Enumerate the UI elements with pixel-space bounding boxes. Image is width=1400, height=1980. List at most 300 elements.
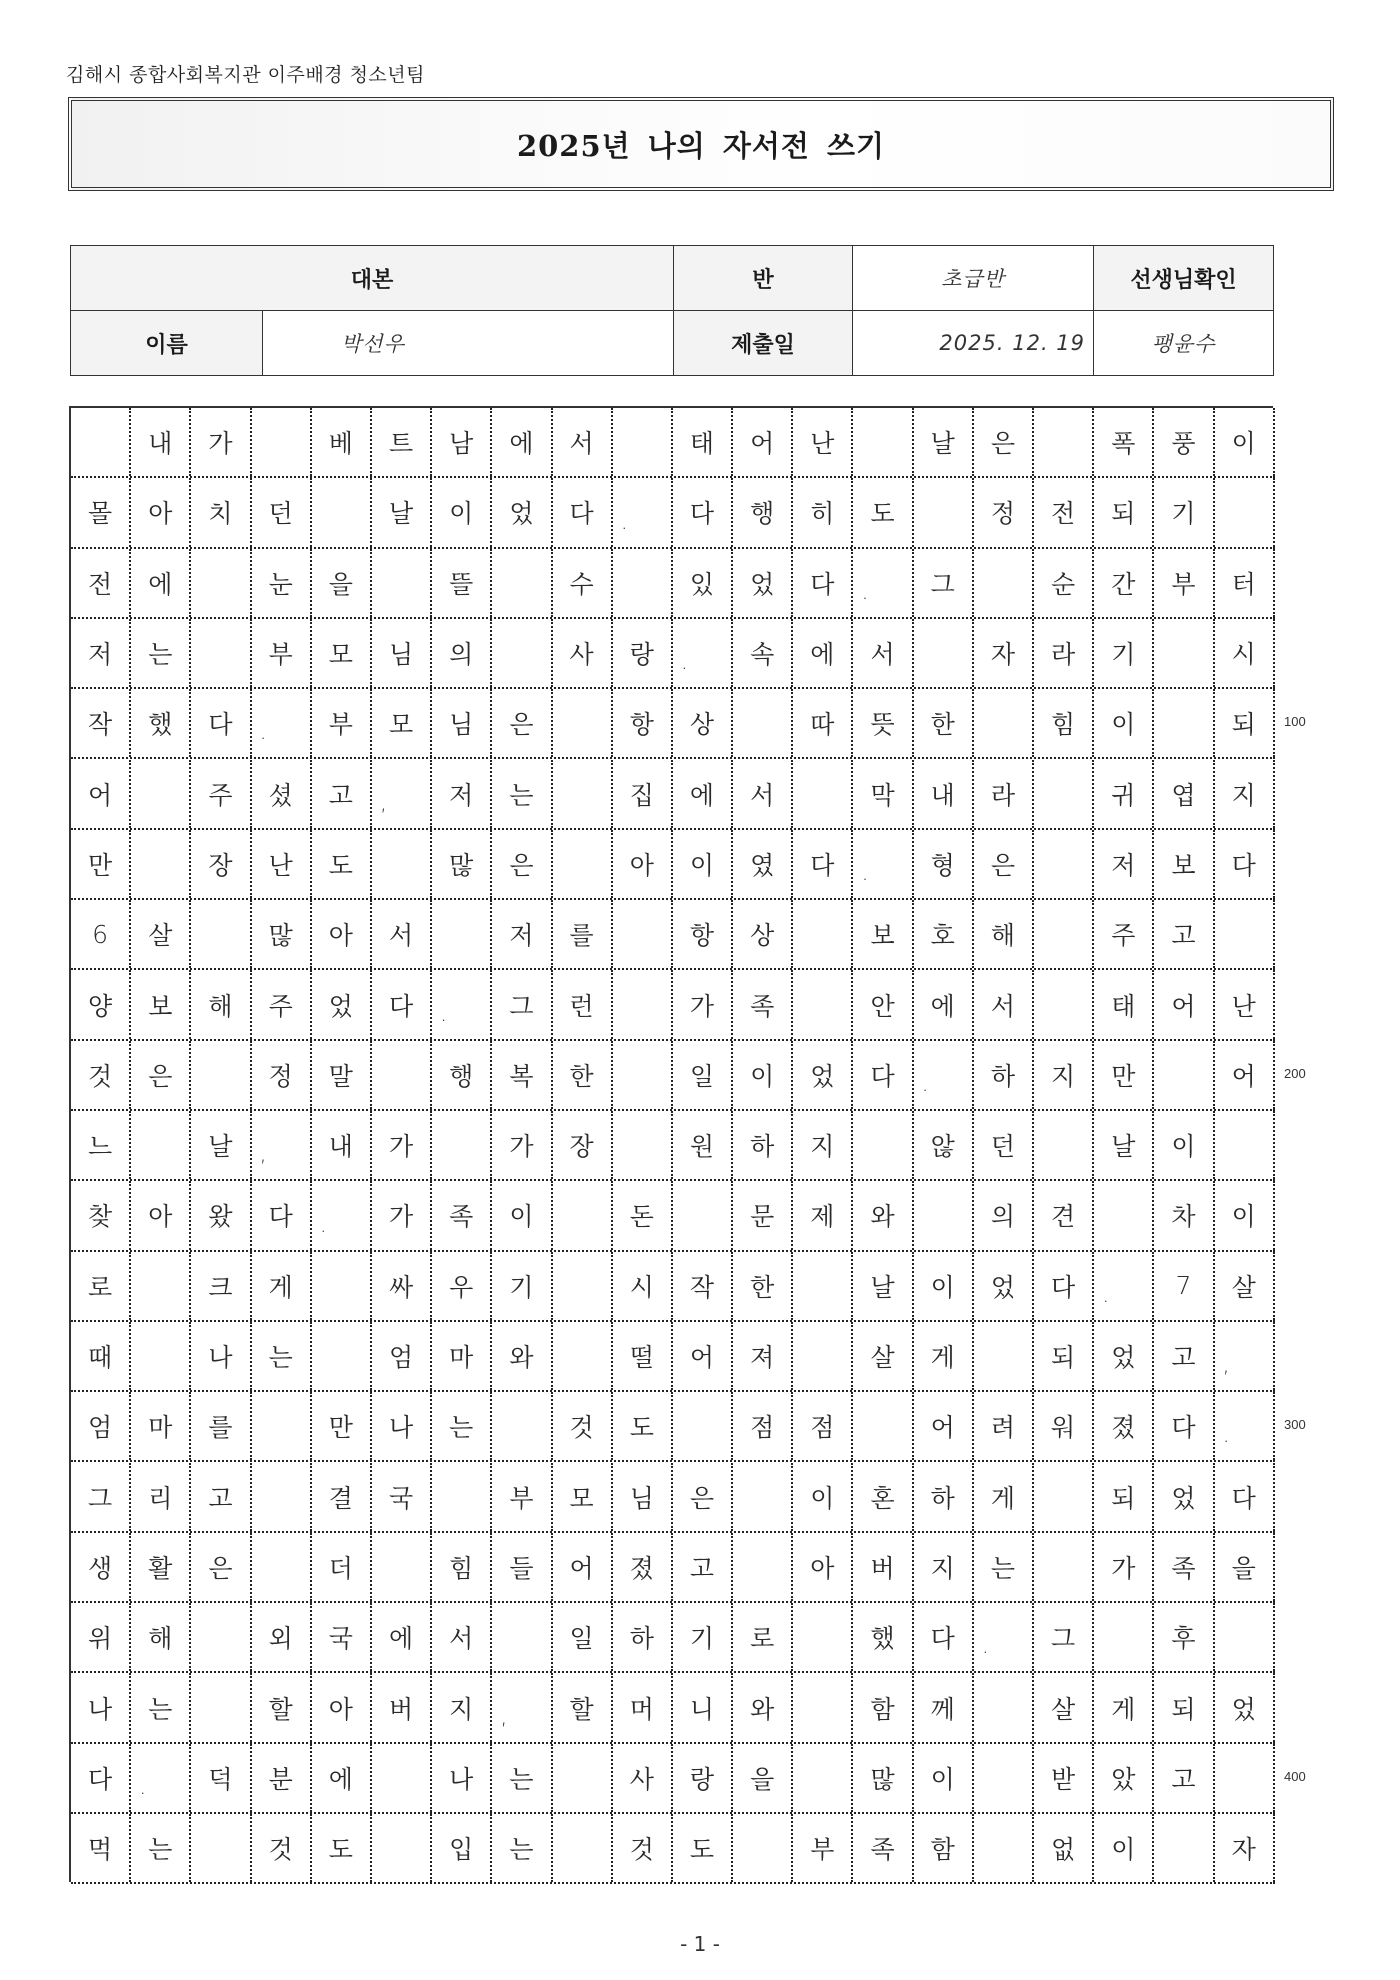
manuscript-cell[interactable]: 한 bbox=[914, 689, 974, 757]
manuscript-cell[interactable]: 행 bbox=[432, 1041, 492, 1109]
manuscript-cell[interactable]: 니 bbox=[673, 1673, 733, 1741]
manuscript-cell[interactable]: 에 bbox=[131, 549, 191, 617]
manuscript-cell[interactable]: 항 bbox=[613, 689, 673, 757]
manuscript-cell[interactable]: 귀 bbox=[1094, 760, 1154, 828]
manuscript-cell[interactable]: 에 bbox=[372, 1603, 432, 1671]
manuscript-cell[interactable]: 었 bbox=[974, 1252, 1034, 1320]
manuscript-cell[interactable]: 제 bbox=[793, 1181, 853, 1249]
manuscript-cell[interactable]: 주 bbox=[1094, 900, 1154, 968]
manuscript-cell[interactable]: 다 bbox=[252, 1181, 312, 1249]
manuscript-cell[interactable] bbox=[793, 1744, 853, 1812]
manuscript-cell[interactable]: 다 bbox=[553, 478, 613, 546]
manuscript-cell[interactable]: 셨 bbox=[252, 760, 312, 828]
manuscript-cell[interactable] bbox=[191, 1673, 251, 1741]
manuscript-cell[interactable]: 만 bbox=[71, 830, 131, 898]
manuscript-cell[interactable]: 고 bbox=[1154, 1322, 1214, 1390]
manuscript-cell[interactable]: 시 bbox=[613, 1252, 673, 1320]
manuscript-cell[interactable]: 자 bbox=[1215, 1814, 1275, 1882]
manuscript-cell[interactable]: 로 bbox=[71, 1252, 131, 1320]
manuscript-cell[interactable]: 님 bbox=[372, 619, 432, 687]
manuscript-cell[interactable]: 눈 bbox=[252, 549, 312, 617]
manuscript-cell[interactable] bbox=[312, 1252, 372, 1320]
manuscript-cell[interactable] bbox=[1034, 1533, 1094, 1601]
manuscript-cell[interactable] bbox=[793, 1252, 853, 1320]
manuscript-cell[interactable]: 었 bbox=[492, 478, 552, 546]
manuscript-cell[interactable]: 서 bbox=[372, 900, 432, 968]
manuscript-cell[interactable] bbox=[793, 970, 853, 1038]
manuscript-cell[interactable]: 것 bbox=[613, 1814, 673, 1882]
manuscript-cell[interactable]: 아 bbox=[312, 1673, 372, 1741]
manuscript-cell[interactable]: 되 bbox=[1215, 689, 1275, 757]
manuscript-cell[interactable]: 후 bbox=[1154, 1603, 1214, 1671]
manuscript-cell[interactable]: 버 bbox=[853, 1533, 913, 1601]
manuscript-cell[interactable]: 어 bbox=[553, 1533, 613, 1601]
manuscript-cell[interactable] bbox=[733, 689, 793, 757]
manuscript-cell[interactable]: 덕 bbox=[191, 1744, 251, 1812]
manuscript-cell[interactable]: 것 bbox=[71, 1041, 131, 1109]
manuscript-cell[interactable]: 왔 bbox=[191, 1181, 251, 1249]
manuscript-cell[interactable]: 폭 bbox=[1094, 408, 1154, 476]
manuscript-cell[interactable]: 주 bbox=[252, 970, 312, 1038]
manuscript-cell[interactable]: 받 bbox=[1034, 1744, 1094, 1812]
manuscript-cell[interactable] bbox=[793, 900, 853, 968]
manuscript-cell[interactable]: 부 bbox=[1154, 549, 1214, 617]
manuscript-cell[interactable]: 간 bbox=[1094, 549, 1154, 617]
manuscript-cell[interactable] bbox=[613, 408, 673, 476]
manuscript-cell[interactable]: 그 bbox=[492, 970, 552, 1038]
manuscript-cell[interactable]: 은 bbox=[974, 830, 1034, 898]
manuscript-cell[interactable]: 게 bbox=[914, 1322, 974, 1390]
manuscript-cell[interactable] bbox=[553, 1744, 613, 1812]
manuscript-cell[interactable]: , bbox=[372, 760, 432, 828]
manuscript-cell[interactable] bbox=[1154, 689, 1214, 757]
manuscript-cell[interactable]: 기 bbox=[492, 1252, 552, 1320]
manuscript-cell[interactable]: 는 bbox=[492, 1814, 552, 1882]
manuscript-cell[interactable] bbox=[914, 1181, 974, 1249]
manuscript-cell[interactable]: 살 bbox=[131, 900, 191, 968]
manuscript-cell[interactable]: 던 bbox=[252, 478, 312, 546]
manuscript-cell[interactable]: 것 bbox=[553, 1392, 613, 1460]
manuscript-cell[interactable]: 에 bbox=[793, 619, 853, 687]
manuscript-cell[interactable]: 려 bbox=[974, 1392, 1034, 1460]
manuscript-cell[interactable]: 크 bbox=[191, 1252, 251, 1320]
manuscript-cell[interactable]: 께 bbox=[914, 1673, 974, 1741]
manuscript-cell[interactable]: 일 bbox=[673, 1041, 733, 1109]
manuscript-cell[interactable]: 하 bbox=[733, 1111, 793, 1179]
manuscript-cell[interactable]: 날 bbox=[1094, 1111, 1154, 1179]
manuscript-cell[interactable]: 몰 bbox=[71, 478, 131, 546]
manuscript-cell[interactable]: 도 bbox=[312, 830, 372, 898]
manuscript-cell[interactable] bbox=[733, 1533, 793, 1601]
manuscript-cell[interactable]: 다 bbox=[1215, 1463, 1275, 1531]
manuscript-cell[interactable] bbox=[733, 1814, 793, 1882]
manuscript-cell[interactable] bbox=[853, 1111, 913, 1179]
manuscript-cell[interactable]: 는 bbox=[131, 1673, 191, 1741]
manuscript-cell[interactable]: . bbox=[853, 830, 913, 898]
manuscript-cell[interactable]: 것 bbox=[252, 1814, 312, 1882]
manuscript-cell[interactable]: 내 bbox=[131, 408, 191, 476]
manuscript-cell[interactable]: 자 bbox=[974, 619, 1034, 687]
manuscript-cell[interactable]: 을 bbox=[312, 549, 372, 617]
manuscript-cell[interactable]: 베 bbox=[312, 408, 372, 476]
manuscript-cell[interactable]: . bbox=[432, 970, 492, 1038]
manuscript-cell[interactable]: 가 bbox=[372, 1111, 432, 1179]
manuscript-cell[interactable]: 분 bbox=[252, 1744, 312, 1812]
manuscript-cell[interactable]: 졌 bbox=[613, 1533, 673, 1601]
manuscript-cell[interactable]: 순 bbox=[1034, 549, 1094, 617]
manuscript-cell[interactable]: 내 bbox=[312, 1111, 372, 1179]
manuscript-cell[interactable]: 수 bbox=[553, 549, 613, 617]
manuscript-cell[interactable]: 없 bbox=[1034, 1814, 1094, 1882]
manuscript-cell[interactable]: 국 bbox=[312, 1603, 372, 1671]
manuscript-cell[interactable]: 였 bbox=[733, 830, 793, 898]
manuscript-cell[interactable]: 전 bbox=[1034, 478, 1094, 546]
manuscript-cell[interactable]: 은 bbox=[191, 1533, 251, 1601]
manuscript-cell[interactable]: 마 bbox=[432, 1322, 492, 1390]
manuscript-cell[interactable]: 가 bbox=[492, 1111, 552, 1179]
manuscript-cell[interactable]: 태 bbox=[673, 408, 733, 476]
manuscript-cell[interactable]: 되 bbox=[1094, 1463, 1154, 1531]
manuscript-cell[interactable]: . bbox=[914, 1041, 974, 1109]
manuscript-cell[interactable]: 는 bbox=[432, 1392, 492, 1460]
manuscript-cell[interactable]: , bbox=[1215, 1322, 1275, 1390]
manuscript-cell[interactable]: 이 bbox=[733, 1041, 793, 1109]
manuscript-cell[interactable]: 에 bbox=[492, 408, 552, 476]
manuscript-cell[interactable] bbox=[673, 1392, 733, 1460]
manuscript-cell[interactable]: 와 bbox=[492, 1322, 552, 1390]
name-value-cell[interactable] bbox=[263, 311, 674, 376]
manuscript-cell[interactable]: 입 bbox=[432, 1814, 492, 1882]
manuscript-cell[interactable] bbox=[613, 900, 673, 968]
manuscript-cell[interactable]: 머 bbox=[613, 1673, 673, 1741]
manuscript-cell[interactable]: 찾 bbox=[71, 1181, 131, 1249]
manuscript-cell[interactable]: 위 bbox=[71, 1603, 131, 1671]
manuscript-cell[interactable]: 먹 bbox=[71, 1814, 131, 1882]
manuscript-cell[interactable]: 살 bbox=[853, 1322, 913, 1390]
manuscript-cell[interactable] bbox=[553, 689, 613, 757]
manuscript-cell[interactable]: 속 bbox=[733, 619, 793, 687]
manuscript-cell[interactable] bbox=[1034, 760, 1094, 828]
manuscript-cell[interactable]: 족 bbox=[733, 970, 793, 1038]
manuscript-cell[interactable]: 견 bbox=[1034, 1181, 1094, 1249]
manuscript-cell[interactable]: 어 bbox=[1215, 1041, 1275, 1109]
manuscript-cell[interactable] bbox=[131, 830, 191, 898]
manuscript-cell[interactable]: 다 bbox=[1034, 1252, 1094, 1320]
manuscript-cell[interactable]: 히 bbox=[793, 478, 853, 546]
manuscript-cell[interactable]: 점 bbox=[793, 1392, 853, 1460]
manuscript-cell[interactable]: 어 bbox=[673, 1322, 733, 1390]
manuscript-cell[interactable]: 형 bbox=[914, 830, 974, 898]
manuscript-cell[interactable]: 내 bbox=[914, 760, 974, 828]
manuscript-cell[interactable]: 다 bbox=[1154, 1392, 1214, 1460]
manuscript-cell[interactable] bbox=[1154, 1814, 1214, 1882]
manuscript-cell[interactable] bbox=[974, 689, 1034, 757]
manuscript-cell[interactable]: 활 bbox=[131, 1533, 191, 1601]
manuscript-cell[interactable]: 장 bbox=[553, 1111, 613, 1179]
manuscript-cell[interactable]: 이 bbox=[432, 478, 492, 546]
manuscript-cell[interactable] bbox=[432, 1463, 492, 1531]
manuscript-cell[interactable]: 가 bbox=[1094, 1533, 1154, 1601]
manuscript-cell[interactable] bbox=[252, 408, 312, 476]
manuscript-cell[interactable]: 집 bbox=[613, 760, 673, 828]
manuscript-cell[interactable]: 가 bbox=[372, 1181, 432, 1249]
manuscript-cell[interactable]: 많 bbox=[853, 1744, 913, 1812]
manuscript-cell[interactable] bbox=[492, 549, 552, 617]
manuscript-cell[interactable]: 이 bbox=[673, 830, 733, 898]
manuscript-cell[interactable]: 행 bbox=[733, 478, 793, 546]
manuscript-cell[interactable]: 돈 bbox=[613, 1181, 673, 1249]
manuscript-cell[interactable]: . bbox=[613, 478, 673, 546]
manuscript-cell[interactable]: 보 bbox=[853, 900, 913, 968]
manuscript-cell[interactable]: . bbox=[312, 1181, 372, 1249]
manuscript-cell[interactable]: 이 bbox=[1094, 689, 1154, 757]
manuscript-cell[interactable]: 하 bbox=[974, 1041, 1034, 1109]
manuscript-cell[interactable] bbox=[1034, 408, 1094, 476]
manuscript-cell[interactable] bbox=[191, 549, 251, 617]
manuscript-cell[interactable]: 다 bbox=[793, 549, 853, 617]
manuscript-cell[interactable]: 힘 bbox=[1034, 689, 1094, 757]
manuscript-cell[interactable]: 로 bbox=[733, 1603, 793, 1671]
manuscript-cell[interactable]: 그 bbox=[1034, 1603, 1094, 1671]
manuscript-cell[interactable] bbox=[1154, 1041, 1214, 1109]
manuscript-cell[interactable]: 저 bbox=[492, 900, 552, 968]
manuscript-cell[interactable] bbox=[974, 549, 1034, 617]
manuscript-cell[interactable] bbox=[1215, 900, 1275, 968]
manuscript-cell[interactable]: 었 bbox=[1094, 1322, 1154, 1390]
manuscript-cell[interactable]: 도 bbox=[853, 478, 913, 546]
manuscript-cell[interactable] bbox=[131, 1322, 191, 1390]
manuscript-cell[interactable]: 부 bbox=[252, 619, 312, 687]
manuscript-cell[interactable] bbox=[191, 900, 251, 968]
manuscript-cell[interactable]: 다 bbox=[673, 478, 733, 546]
manuscript-cell[interactable]: 엽 bbox=[1154, 760, 1214, 828]
manuscript-cell[interactable]: 나 bbox=[71, 1673, 131, 1741]
manuscript-cell[interactable]: 나 bbox=[432, 1744, 492, 1812]
manuscript-cell[interactable]: . bbox=[1215, 1392, 1275, 1460]
manuscript-cell[interactable]: 싸 bbox=[372, 1252, 432, 1320]
manuscript-cell[interactable] bbox=[1034, 830, 1094, 898]
manuscript-cell[interactable]: 고 bbox=[312, 760, 372, 828]
manuscript-cell[interactable]: 날 bbox=[191, 1111, 251, 1179]
manuscript-cell[interactable]: 나 bbox=[372, 1392, 432, 1460]
manuscript-cell[interactable]: 의 bbox=[974, 1181, 1034, 1249]
manuscript-cell[interactable]: 되 bbox=[1094, 478, 1154, 546]
manuscript-cell[interactable]: 고 bbox=[1154, 900, 1214, 968]
manuscript-cell[interactable]: 는 bbox=[131, 619, 191, 687]
manuscript-cell[interactable] bbox=[191, 1603, 251, 1671]
manuscript-cell[interactable]: 졌 bbox=[1094, 1392, 1154, 1460]
manuscript-cell[interactable]: 는 bbox=[252, 1322, 312, 1390]
manuscript-cell[interactable]: 을 bbox=[1215, 1533, 1275, 1601]
manuscript-cell[interactable] bbox=[1215, 1744, 1275, 1812]
manuscript-cell[interactable] bbox=[1154, 619, 1214, 687]
manuscript-cell[interactable] bbox=[191, 1041, 251, 1109]
manuscript-cell[interactable]: 를 bbox=[553, 900, 613, 968]
manuscript-cell[interactable] bbox=[673, 1181, 733, 1249]
manuscript-cell[interactable]: 라 bbox=[974, 760, 1034, 828]
manuscript-cell[interactable]: 마 bbox=[131, 1392, 191, 1460]
manuscript-cell[interactable]: 는 bbox=[131, 1814, 191, 1882]
manuscript-cell[interactable]: . bbox=[252, 689, 312, 757]
manuscript-cell[interactable]: 서 bbox=[553, 408, 613, 476]
manuscript-cell[interactable]: 하 bbox=[914, 1463, 974, 1531]
manuscript-cell[interactable] bbox=[252, 1533, 312, 1601]
manuscript-cell[interactable]: 는 bbox=[974, 1533, 1034, 1601]
manuscript-cell[interactable]: 서 bbox=[853, 619, 913, 687]
manuscript-cell[interactable]: 결 bbox=[312, 1463, 372, 1531]
manuscript-cell[interactable]: 어 bbox=[71, 760, 131, 828]
manuscript-cell[interactable]: 부 bbox=[793, 1814, 853, 1882]
manuscript-cell[interactable] bbox=[1215, 1111, 1275, 1179]
manuscript-cell[interactable]: . bbox=[673, 619, 733, 687]
manuscript-cell[interactable]: 서 bbox=[432, 1603, 492, 1671]
manuscript-cell[interactable]: . bbox=[1094, 1252, 1154, 1320]
manuscript-cell[interactable]: 모 bbox=[553, 1463, 613, 1531]
manuscript-cell[interactable]: 혼 bbox=[853, 1463, 913, 1531]
manuscript-cell[interactable]: 있 bbox=[673, 549, 733, 617]
manuscript-cell[interactable]: 지 bbox=[1215, 760, 1275, 828]
manuscript-cell[interactable]: 되 bbox=[1154, 1673, 1214, 1741]
manuscript-cell[interactable]: 게 bbox=[1094, 1673, 1154, 1741]
manuscript-cell[interactable] bbox=[553, 1181, 613, 1249]
manuscript-cell[interactable]: 더 bbox=[312, 1533, 372, 1601]
manuscript-cell[interactable]: 했 bbox=[853, 1603, 913, 1671]
manuscript-cell[interactable]: 이 bbox=[1215, 408, 1275, 476]
manuscript-cell[interactable] bbox=[613, 970, 673, 1038]
manuscript-cell[interactable]: 님 bbox=[613, 1463, 673, 1531]
manuscript-cell[interactable]: 어 bbox=[733, 408, 793, 476]
manuscript-cell[interactable]: 에 bbox=[914, 970, 974, 1038]
manuscript-cell[interactable]: 이 bbox=[1094, 1814, 1154, 1882]
manuscript-cell[interactable]: 았 bbox=[1094, 1744, 1154, 1812]
manuscript-cell[interactable] bbox=[914, 619, 974, 687]
manuscript-cell[interactable] bbox=[312, 478, 372, 546]
manuscript-cell[interactable]: 양 bbox=[71, 970, 131, 1038]
manuscript-cell[interactable]: 6 bbox=[71, 900, 131, 968]
manuscript-cell[interactable]: 던 bbox=[974, 1111, 1034, 1179]
manuscript-cell[interactable]: 원 bbox=[673, 1111, 733, 1179]
manuscript-cell[interactable]: 할 bbox=[553, 1673, 613, 1741]
manuscript-cell[interactable]: 부 bbox=[312, 689, 372, 757]
manuscript-cell[interactable]: 정 bbox=[252, 1041, 312, 1109]
manuscript-cell[interactable]: 다 bbox=[1215, 830, 1275, 898]
manuscript-cell[interactable] bbox=[372, 1533, 432, 1601]
manuscript-cell[interactable] bbox=[71, 408, 131, 476]
manuscript-cell[interactable] bbox=[613, 1041, 673, 1109]
manuscript-cell[interactable]: 많 bbox=[252, 900, 312, 968]
manuscript-cell[interactable]: 한 bbox=[553, 1041, 613, 1109]
manuscript-cell[interactable]: 막 bbox=[853, 760, 913, 828]
manuscript-cell[interactable]: 지 bbox=[432, 1673, 492, 1741]
manuscript-cell[interactable]: 와 bbox=[733, 1673, 793, 1741]
manuscript-cell[interactable]: 때 bbox=[71, 1322, 131, 1390]
manuscript-cell[interactable]: 살 bbox=[1034, 1673, 1094, 1741]
manuscript-cell[interactable]: 보 bbox=[131, 970, 191, 1038]
manuscript-cell[interactable]: 많 bbox=[432, 830, 492, 898]
manuscript-cell[interactable] bbox=[553, 1252, 613, 1320]
manuscript-cell[interactable]: 차 bbox=[1154, 1181, 1214, 1249]
manuscript-cell[interactable]: 따 bbox=[793, 689, 853, 757]
manuscript-cell[interactable]: 아 bbox=[312, 900, 372, 968]
manuscript-cell[interactable]: 와 bbox=[853, 1181, 913, 1249]
manuscript-cell[interactable] bbox=[131, 1111, 191, 1179]
manuscript-cell[interactable]: 다 bbox=[191, 689, 251, 757]
manuscript-cell[interactable]: 이 bbox=[793, 1463, 853, 1531]
manuscript-cell[interactable] bbox=[252, 1463, 312, 1531]
manuscript-cell[interactable]: 떨 bbox=[613, 1322, 673, 1390]
manuscript-cell[interactable]: 고 bbox=[673, 1533, 733, 1601]
manuscript-cell[interactable]: 다 bbox=[372, 970, 432, 1038]
manuscript-cell[interactable] bbox=[432, 900, 492, 968]
manuscript-cell[interactable]: 7 bbox=[1154, 1252, 1214, 1320]
manuscript-cell[interactable]: 생 bbox=[71, 1533, 131, 1601]
teacher-signature-cell[interactable] bbox=[1094, 311, 1274, 376]
manuscript-cell[interactable]: , bbox=[252, 1111, 312, 1179]
manuscript-cell[interactable] bbox=[974, 1322, 1034, 1390]
manuscript-cell[interactable]: 상 bbox=[733, 900, 793, 968]
manuscript-cell[interactable]: 어 bbox=[1154, 970, 1214, 1038]
manuscript-cell[interactable]: 느 bbox=[71, 1111, 131, 1179]
manuscript-cell[interactable]: 었 bbox=[312, 970, 372, 1038]
manuscript-cell[interactable]: 은 bbox=[492, 830, 552, 898]
manuscript-cell[interactable]: 보 bbox=[1154, 830, 1214, 898]
manuscript-cell[interactable]: 치 bbox=[191, 478, 251, 546]
manuscript-cell[interactable]: 트 bbox=[372, 408, 432, 476]
manuscript-cell[interactable] bbox=[372, 830, 432, 898]
manuscript-cell[interactable] bbox=[553, 1322, 613, 1390]
manuscript-cell[interactable]: 만 bbox=[312, 1392, 372, 1460]
manuscript-cell[interactable] bbox=[492, 1603, 552, 1671]
manuscript-cell[interactable]: 다 bbox=[793, 830, 853, 898]
manuscript-cell[interactable]: 시 bbox=[1215, 619, 1275, 687]
manuscript-cell[interactable]: 에 bbox=[673, 760, 733, 828]
manuscript-cell[interactable]: 족 bbox=[432, 1181, 492, 1249]
manuscript-cell[interactable]: 었 bbox=[733, 549, 793, 617]
manuscript-cell[interactable]: 저 bbox=[1094, 830, 1154, 898]
manuscript-cell[interactable] bbox=[492, 1392, 552, 1460]
manuscript-cell[interactable]: 모 bbox=[312, 619, 372, 687]
manuscript-cell[interactable]: 게 bbox=[252, 1252, 312, 1320]
manuscript-cell[interactable]: 점 bbox=[733, 1392, 793, 1460]
manuscript-cell[interactable] bbox=[372, 1814, 432, 1882]
manuscript-cell[interactable]: 그 bbox=[914, 549, 974, 617]
manuscript-cell[interactable]: 항 bbox=[673, 900, 733, 968]
manuscript-cell[interactable]: 라 bbox=[1034, 619, 1094, 687]
manuscript-cell[interactable]: 아 bbox=[131, 478, 191, 546]
manuscript-cell[interactable]: 져 bbox=[733, 1322, 793, 1390]
manuscript-cell[interactable] bbox=[793, 760, 853, 828]
manuscript-cell[interactable]: 서 bbox=[974, 970, 1034, 1038]
manuscript-cell[interactable]: 님 bbox=[432, 689, 492, 757]
manuscript-cell[interactable]: 안 bbox=[853, 970, 913, 1038]
manuscript-cell[interactable]: 이 bbox=[1154, 1111, 1214, 1179]
manuscript-cell[interactable]: 저 bbox=[71, 619, 131, 687]
manuscript-cell[interactable]: 게 bbox=[974, 1463, 1034, 1531]
manuscript-cell[interactable] bbox=[131, 1252, 191, 1320]
manuscript-cell[interactable]: 날 bbox=[372, 478, 432, 546]
manuscript-cell[interactable] bbox=[1215, 1603, 1275, 1671]
manuscript-cell[interactable]: 도 bbox=[613, 1392, 673, 1460]
manuscript-cell[interactable]: 는 bbox=[492, 1744, 552, 1812]
manuscript-cell[interactable]: 뜻 bbox=[853, 689, 913, 757]
manuscript-cell[interactable]: 은 bbox=[974, 408, 1034, 476]
manuscript-cell[interactable]: 이 bbox=[492, 1181, 552, 1249]
manuscript-cell[interactable] bbox=[1094, 1181, 1154, 1249]
manuscript-cell[interactable]: 엄 bbox=[372, 1322, 432, 1390]
manuscript-cell[interactable] bbox=[312, 1322, 372, 1390]
manuscript-cell[interactable]: 복 bbox=[492, 1041, 552, 1109]
manuscript-cell[interactable] bbox=[553, 830, 613, 898]
